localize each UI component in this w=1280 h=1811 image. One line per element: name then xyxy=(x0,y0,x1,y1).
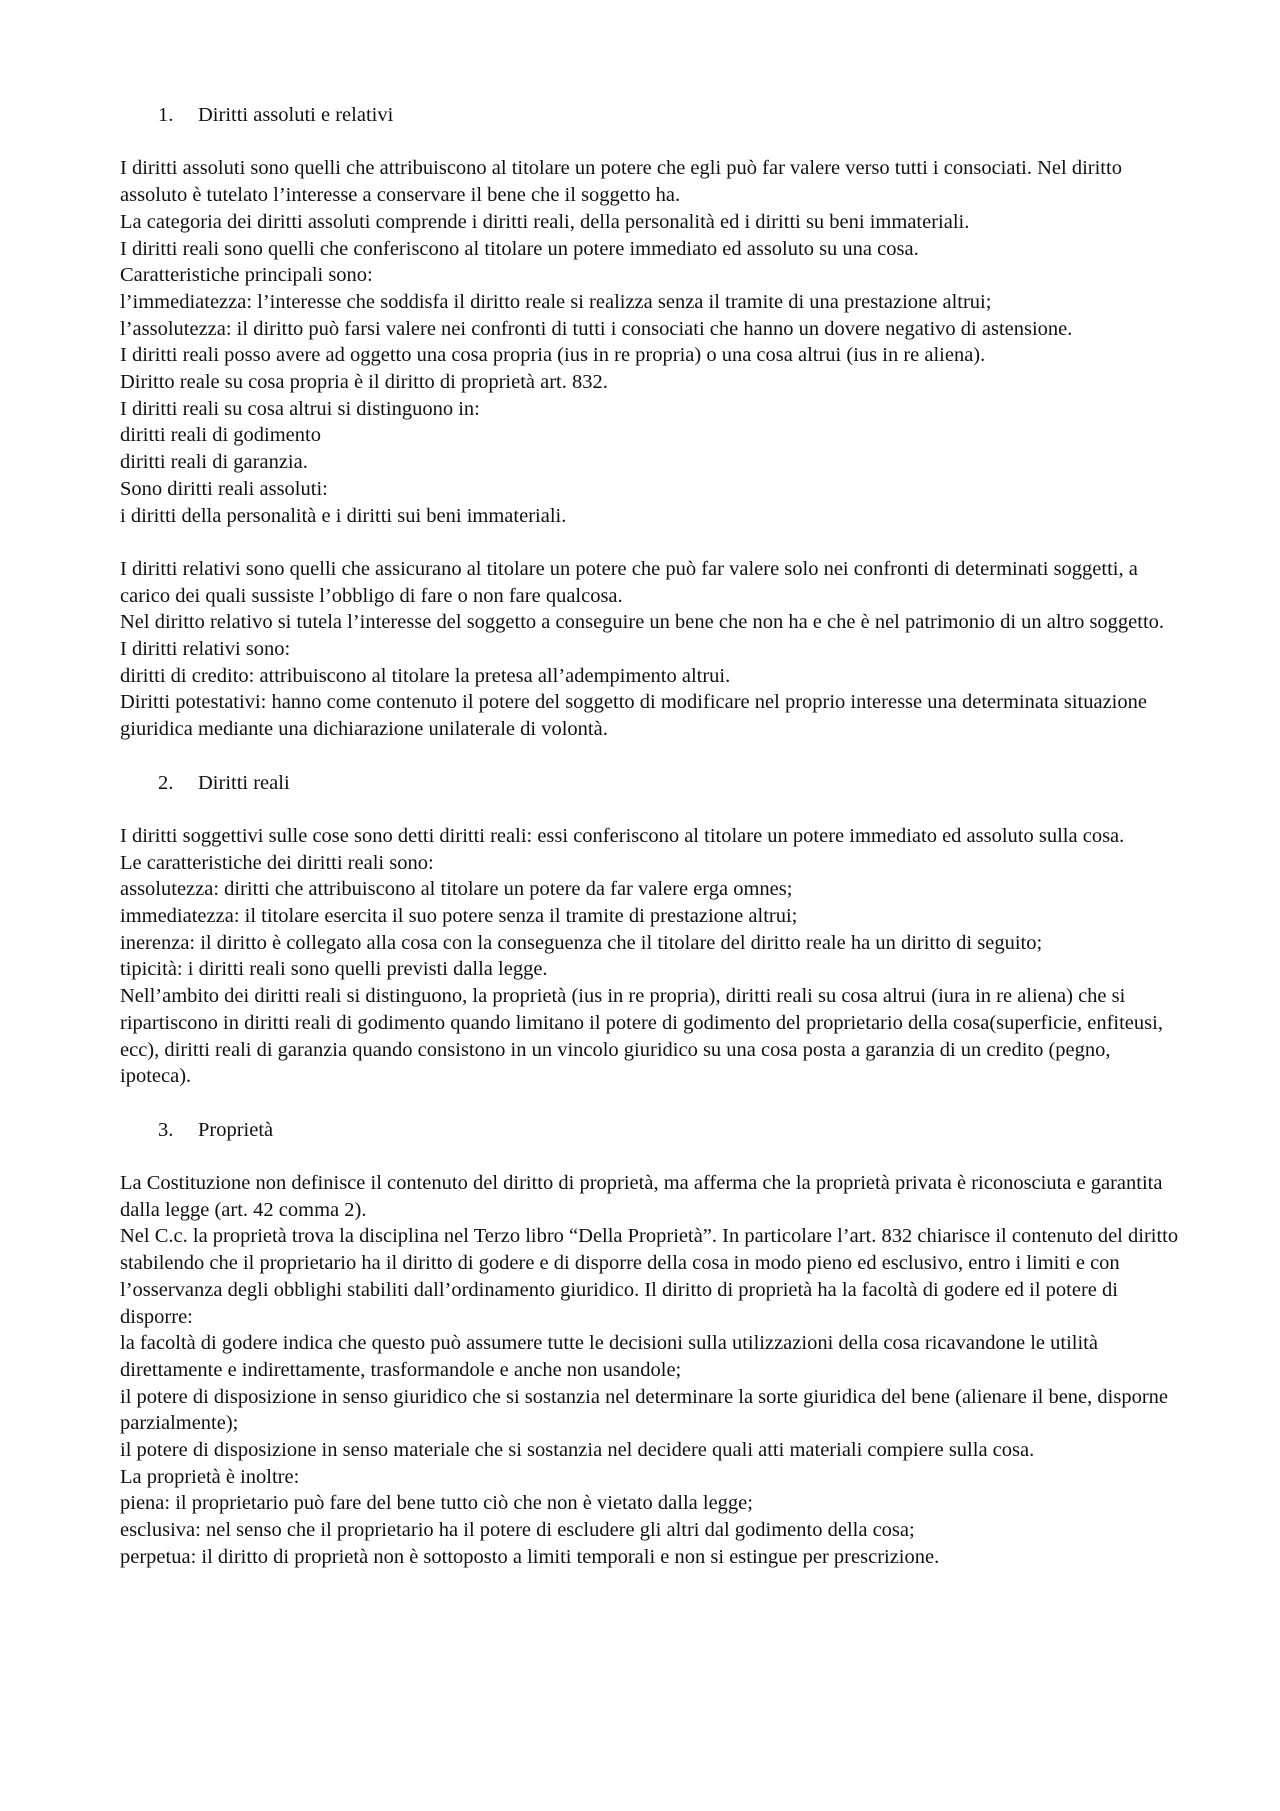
paragraph-block xyxy=(120,155,1180,529)
paragraph: I diritti reali su cosa altrui si distinguono in: xyxy=(120,397,480,420)
paragraph: La categoria dei diritti assoluti comprende i diritti reali, della personalità ed i diritti su beni immateriali. xyxy=(120,210,970,233)
section-title: Diritti reali xyxy=(198,771,290,794)
paragraph: Caratteristiche principali sono: xyxy=(120,264,373,287)
paragraph: perpetua: il diritto di proprietà non è sottoposto a limiti temporali e non si estingue per prescrizione. xyxy=(120,1545,940,1568)
paragraph: I diritti assoluti sono quelli che attribuiscono al titolare un potere che egli può far valere verso tutti i consociati. Nel diritto assoluto è tutelato l’interesse a conservare il bene che il soggetto ha. xyxy=(120,157,1122,207)
paragraph: diritti reali di garanzia. xyxy=(120,451,308,474)
section-number: 2. xyxy=(158,771,174,794)
paragraph: diritti di credito: attribuiscono al titolare la pretesa all’adempimento altrui. xyxy=(120,664,731,687)
paragraph: l’immediatezza: l’interesse che soddisfa il diritto reale si realizza senza il tramite di una prestazione altrui; xyxy=(120,290,992,313)
paragraph-block xyxy=(120,823,1180,1090)
paragraph: Diritto reale su cosa propria è il diritto di proprietà art. 832. xyxy=(120,371,608,394)
section-heading xyxy=(120,770,1180,797)
section-3 xyxy=(120,1117,1180,1571)
paragraph: I diritti reali sono quelli che conferiscono al titolare un potere immediato ed assoluto su una cosa. xyxy=(120,237,919,260)
paragraph: Diritti potestativi: hanno come contenuto il potere del soggetto di modificare nel proprio interesse una determinata situazione giuridica mediante una dichiarazione unilaterale di volontà. xyxy=(120,691,1147,741)
paragraph: tipicità: i diritti reali sono quelli previsti dalla legge. xyxy=(120,958,548,981)
paragraph: Sono diritti reali assoluti: xyxy=(120,477,328,500)
paragraph: Nel C.c. la proprietà trova la disciplina nel Terzo libro “Della Proprietà”. In particolare l’art. 832 chiarisce il contenuto del diritto stabilendo che il proprietario ha il diritto di godere e di disporre della cosa in modo pieno ed esclusivo, entro i limiti e con l’osservanza degli obblighi stabiliti dall’ordinamento giuridico. Il diritto di proprietà ha la facoltà di godere ed il potere di disporre: xyxy=(120,1225,1179,1328)
section-2 xyxy=(120,770,1180,1117)
section-number: 1. xyxy=(158,104,174,126)
paragraph: inerenza: il diritto è collegato alla cosa con la conseguenza che il titolare del diritto reale ha un diritto di seguito; xyxy=(120,931,1043,954)
paragraph: piena: il proprietario può fare del bene tutto ciò che non è vietato dalla legge; xyxy=(120,1492,753,1515)
paragraph: esclusiva: nel senso che il proprietario ha il potere di escludere gli altri dal godimento della cosa; xyxy=(120,1519,915,1542)
section-number: 3. xyxy=(158,1118,174,1141)
paragraph: I diritti soggettivi sulle cose sono detti diritti reali: essi conferiscono al titolare un potere immediato ed assoluto sulla cosa. xyxy=(120,824,1125,847)
paragraph: Le caratteristiche dei diritti reali sono: xyxy=(120,851,434,874)
section-heading xyxy=(120,1117,1180,1144)
paragraph: il potere di disposizione in senso materiale che si sostanzia nel decidere quali atti materiali compiere sulla cosa. xyxy=(120,1439,1035,1462)
paragraph: Nell’ambito dei diritti reali si distinguono, la proprietà (ius in re propria), diritti reali su cosa altrui (iura in re aliena) che si ripartiscono in diritti reali di godimento quando limitano il potere di godimento del proprietario della cosa(superficie, enfiteusi, ecc), diritti reali di garanzia quando consistono in un vincolo giuridico su una cosa posta a garanzia di un credito (pegno, ipoteca). xyxy=(120,985,1163,1088)
section-heading xyxy=(120,102,1180,129)
section-1 xyxy=(120,102,1180,770)
paragraph-block xyxy=(120,1170,1180,1571)
paragraph: assolutezza: diritti che attribuiscono al titolare un potere da far valere erga omnes; xyxy=(120,878,793,901)
paragraph: l’assolutezza: il diritto può farsi valere nei confronti di tutti i consociati che hanno un dovere negativo di astensione. xyxy=(120,317,1073,340)
paragraph: I diritti relativi sono: xyxy=(120,638,291,661)
paragraph: immediatezza: il titolare esercita il suo potere senza il tramite di prestazione altrui; xyxy=(120,905,798,928)
paragraph: La proprietà è inoltre: xyxy=(120,1465,300,1488)
paragraph: il potere di disposizione in senso giuridico che si sostanzia nel determinare la sorte giuridica del bene (alienare il bene, disporne parzialmente); xyxy=(120,1385,1169,1435)
paragraph: Nel diritto relativo si tutela l’interesse del soggetto a conseguire un bene che non ha e che è nel patrimonio di un altro soggetto. xyxy=(120,611,1165,634)
paragraph: diritti reali di godimento xyxy=(120,424,321,447)
paragraph: La Costituzione non definisce il contenuto del diritto di proprietà, ma afferma che la proprietà privata è riconosciuta e garantita dalla legge (art. 42 comma 2). xyxy=(120,1172,1163,1221)
section-title: Proprietà xyxy=(198,1118,274,1141)
paragraph: I diritti reali posso avere ad oggetto una cosa propria (ius in re propria) o una cosa altrui (ius in re aliena). xyxy=(120,344,986,367)
paragraph: la facoltà di godere indica che questo può assumere tutte le decisioni sulla utilizzazioni della cosa ricavandone le utilità direttamente e indirettamente, trasformandole e anche non usandole; xyxy=(120,1332,1098,1381)
document-page xyxy=(120,102,1180,1571)
paragraph: i diritti della personalità e i diritti sui beni immateriali. xyxy=(120,504,567,527)
paragraph-block xyxy=(120,556,1180,743)
paragraph: I diritti relativi sono quelli che assicurano al titolare un potere che può far valere solo nei confronti di determinati soggetti, a carico dei quali sussiste l’obbligo di fare o non fare qualcosa. xyxy=(120,557,1138,607)
section-title: Diritti assoluti e relativi xyxy=(198,104,394,126)
